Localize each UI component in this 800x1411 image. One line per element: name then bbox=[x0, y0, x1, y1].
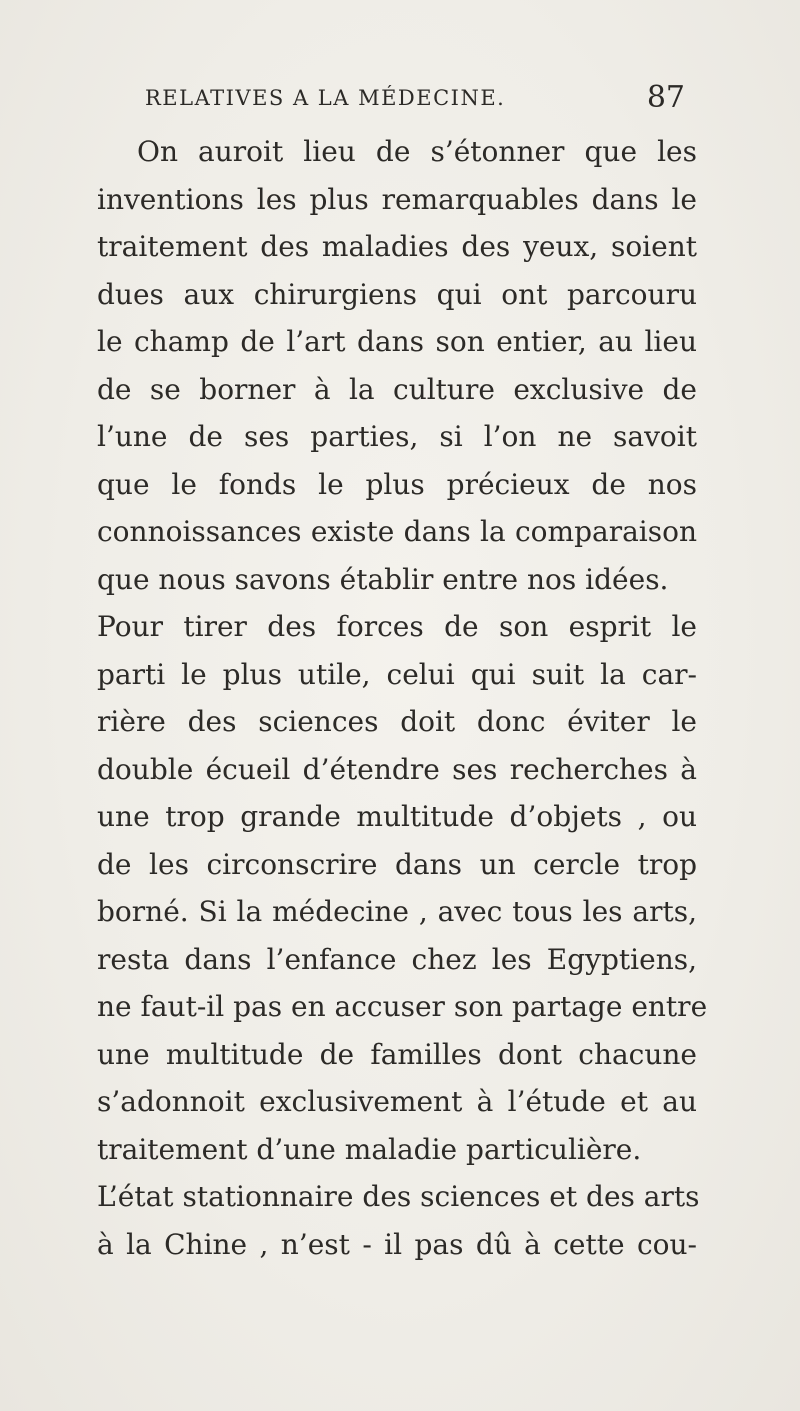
text-line: rière des sciences doit donc éviter le bbox=[97, 705, 697, 738]
page-header bbox=[145, 80, 685, 120]
page-number: 87 bbox=[646, 80, 685, 115]
text-line: traitement d’une maladie particulière. bbox=[97, 1132, 642, 1166]
text-line: ne faut-il pas en accuser son partage entre bbox=[97, 990, 708, 1023]
text-line: de se borner à la culture exclusive de bbox=[97, 372, 697, 406]
text-line: que le fonds le plus précieux de nos bbox=[97, 467, 697, 501]
text-line: connoissances existe dans la comparaison bbox=[97, 515, 697, 548]
text-line: le champ de l’art dans son entier, au lieu bbox=[97, 325, 697, 358]
text-line: l’une de ses parties, si l’on ne savoit bbox=[97, 420, 697, 453]
text-line: que nous savons établir entre nos idées. bbox=[97, 562, 669, 596]
text-line: Pour tirer des forces de son esprit le bbox=[97, 610, 697, 643]
text-line: On auroit lieu de s’étonner que les bbox=[137, 135, 697, 168]
text-line: inventions les plus remarquables dans le bbox=[97, 182, 697, 216]
body-text bbox=[97, 128, 708, 1268]
text-line: L’état stationnaire des sciences et des arts bbox=[97, 1180, 700, 1213]
text-line: borné. Si la médecine , avec tous les arts, bbox=[97, 895, 697, 928]
running-head: RELATIVES A LA MÉDECINE. bbox=[145, 86, 506, 110]
text-line: une trop grande multitude d’objets , ou bbox=[97, 800, 697, 833]
text-line: dues aux chirurgiens qui ont parcouru bbox=[97, 277, 697, 311]
text-line: à la Chine , n’est - il pas dû à cette cou- bbox=[97, 1227, 697, 1261]
text-line: traitement des maladies des yeux, soient bbox=[97, 230, 697, 263]
text-line: parti le plus utile, celui qui suit la car- bbox=[97, 657, 697, 691]
text-line: s’adonnoit exclusivement à l’étude et au bbox=[97, 1085, 697, 1118]
text-line: de les circonscrire dans un cercle trop bbox=[97, 847, 697, 881]
text-line: resta dans l’enfance chez les Egyptiens, bbox=[97, 942, 697, 976]
text-line: double écueil d’étendre ses recherches à bbox=[97, 752, 697, 786]
text-line: une multitude de familles dont chacune bbox=[97, 1037, 697, 1071]
